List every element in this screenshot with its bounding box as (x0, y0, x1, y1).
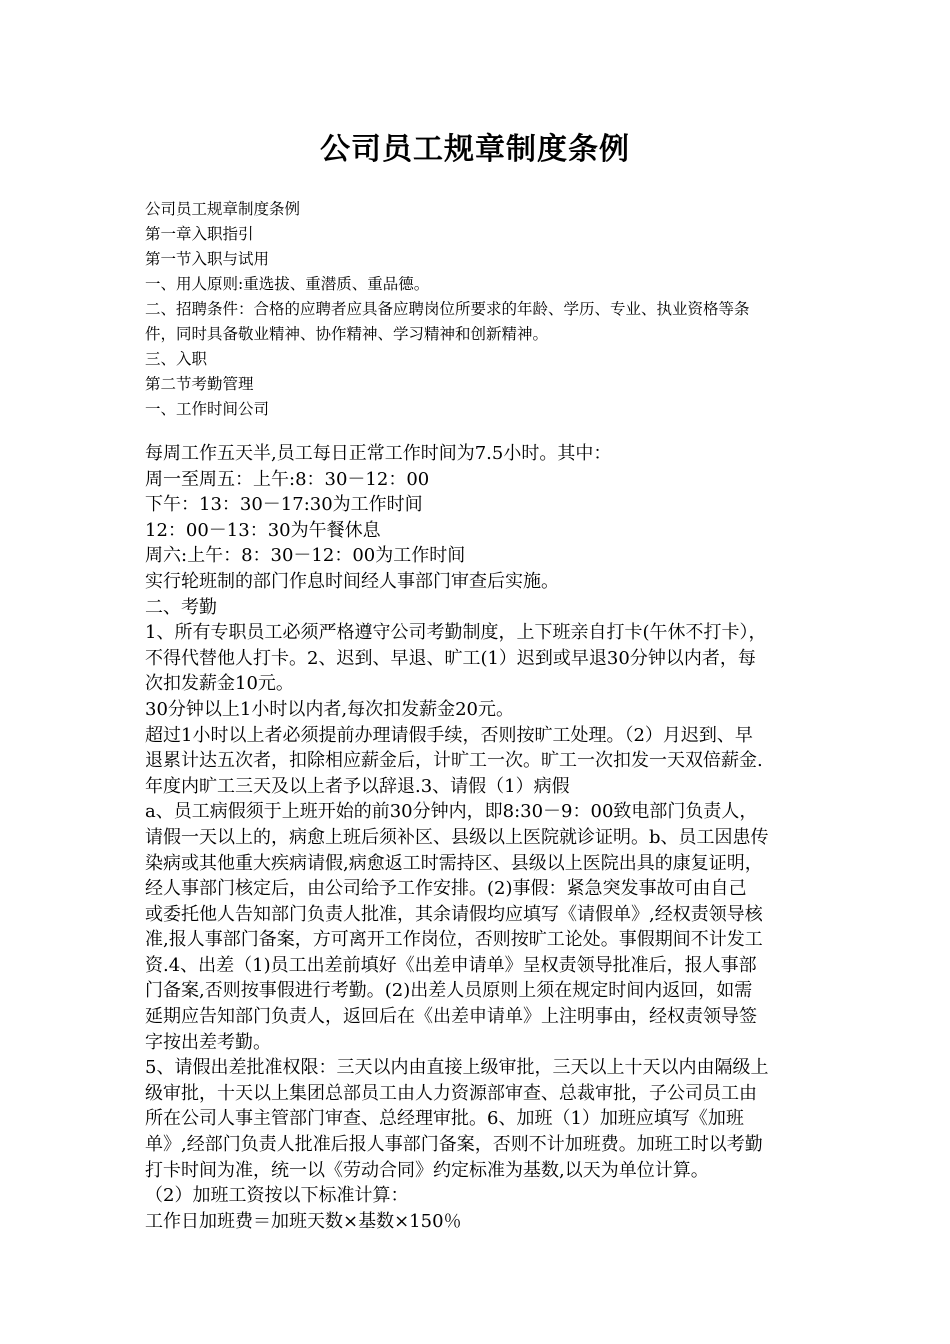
text-line: 所在公司人事主管部门审查、总经理审批。6、加班（1）加班应填写《加班 (145, 1108, 744, 1130)
text-line: 第一章入职指引 (145, 225, 254, 243)
text-line: 三、入职 (145, 350, 208, 368)
text-line: 请假一天以上的，病愈上班后须补区、县级以上医院就诊证明。b、员工因患传 (145, 826, 769, 848)
text-line: 1、所有专职员工必须严格遵守公司考勤制度，上下班亲自打卡(午休不打卡）， (145, 622, 767, 644)
text-line: 一、工作时间公司 (145, 400, 270, 418)
text-line: 超过1小时以上者必须提前办理请假手续，否则按旷工处理。（2）月迟到、早 (145, 724, 753, 746)
text-line: 级审批，十天以上集团总部员工由人力资源部审查、总裁审批，子公司员工由 (145, 1082, 757, 1104)
text-line: 周六:上午：8：30－12：00为工作时间 (145, 545, 466, 567)
text-line: 12：00－13：30为午餐休息 (145, 519, 381, 541)
text-line: 每周工作五天半,员工每日正常工作时间为7.5小时。其中： (145, 443, 612, 464)
text-line: 退累计达五次者，扣除相应薪金后，计旷工一次。旷工一次扣发一天双倍薪金. (145, 750, 763, 772)
text-line: 单》,经部门负责人批准后报人事部门备案，否则不计加班费。加班工时以考勤 (145, 1134, 763, 1156)
text-line: 资.4、出差（1)员工出差前填好《出差申请单》呈权责领导批准后，报人事部 (145, 954, 757, 976)
text-line: 公司员工规章制度条例 (145, 200, 301, 218)
text-line: 实行轮班制的部门作息时间经人事部门审查后实施。 (145, 570, 559, 592)
text-line: 延期应告知部门负责人，返回后在《出差申请单》上注明事由，经权责领导签 (145, 1006, 757, 1028)
text-line: 二、考勤 (145, 596, 217, 618)
document-title: 公司员工规章制度条例 (320, 132, 630, 167)
text-line: 二、招聘条件：合格的应聘者应具备应聘岗位所要求的年龄、学历、专业、执业资格等条 (145, 300, 750, 318)
text-line: 准,报人事部门备案，方可离开工作岗位，否则按旷工论处。事假期间不计发工 (145, 929, 763, 951)
attendance-section (145, 441, 815, 1234)
text-line: 门备案,否则按事假进行考勤。(2)出差人员原则上须在规定时间内返回，如需 (145, 980, 753, 1002)
text-line: 周一至周五：上午:8：30－12：00 (145, 468, 430, 490)
text-line: 或委托他人告知部门负责人批准，其余请假均应填写《请假单》,经权责领导核 (145, 903, 763, 925)
text-line: 不得代替他人打卡。2、迟到、早退、旷工(1）迟到或早退30分钟以内者，每 (145, 647, 756, 669)
text-line: 30分钟以上1小时以内者,每次扣发薪金20元。 (145, 698, 514, 720)
text-line: 一、用人原则:重选拔、重潜质、重品德。 (145, 275, 430, 293)
text-line: 打卡时间为准，统一以《劳动合同》约定标准为基数,以天为单位计算。 (145, 1159, 709, 1181)
text-line: 染病或其他重大疾病请假,病愈返工时需持区、县级以上医院出具的康复证明， (145, 852, 763, 874)
intro-section (145, 197, 815, 422)
text-line: 次扣发薪金10元。 (145, 673, 294, 695)
text-line: （2）加班工资按以下标准计算： (145, 1185, 409, 1207)
text-line: 5、请假出差批准权限：三天以内由直接上级审批，三天以上十天以内由隔级上 (145, 1057, 769, 1079)
text-line: 第一节入职与试用 (145, 250, 270, 268)
text-line: 件，同时具备敬业精神、协作精神、学习精神和创新精神。 (145, 325, 549, 343)
text-line: a、员工病假须于上班开始的前30分钟内，即8:30－9：00致电部门负责人， (145, 801, 758, 823)
text-line: 年度内旷工三天及以上者予以辞退.3、请假（1）病假 (145, 775, 570, 797)
text-line: 下午：13：30－17:30为工作时间 (145, 494, 423, 516)
text-line: 字按出差考勤。 (145, 1031, 271, 1053)
text-line: 第二节考勤管理 (145, 375, 254, 393)
text-line: 工作日加班费＝加班天数×基数×150％ (145, 1210, 462, 1232)
text-line: 经人事部门核定后，由公司给予工作安排。(2)事假：紧急突发事故可由自己 (145, 878, 747, 900)
